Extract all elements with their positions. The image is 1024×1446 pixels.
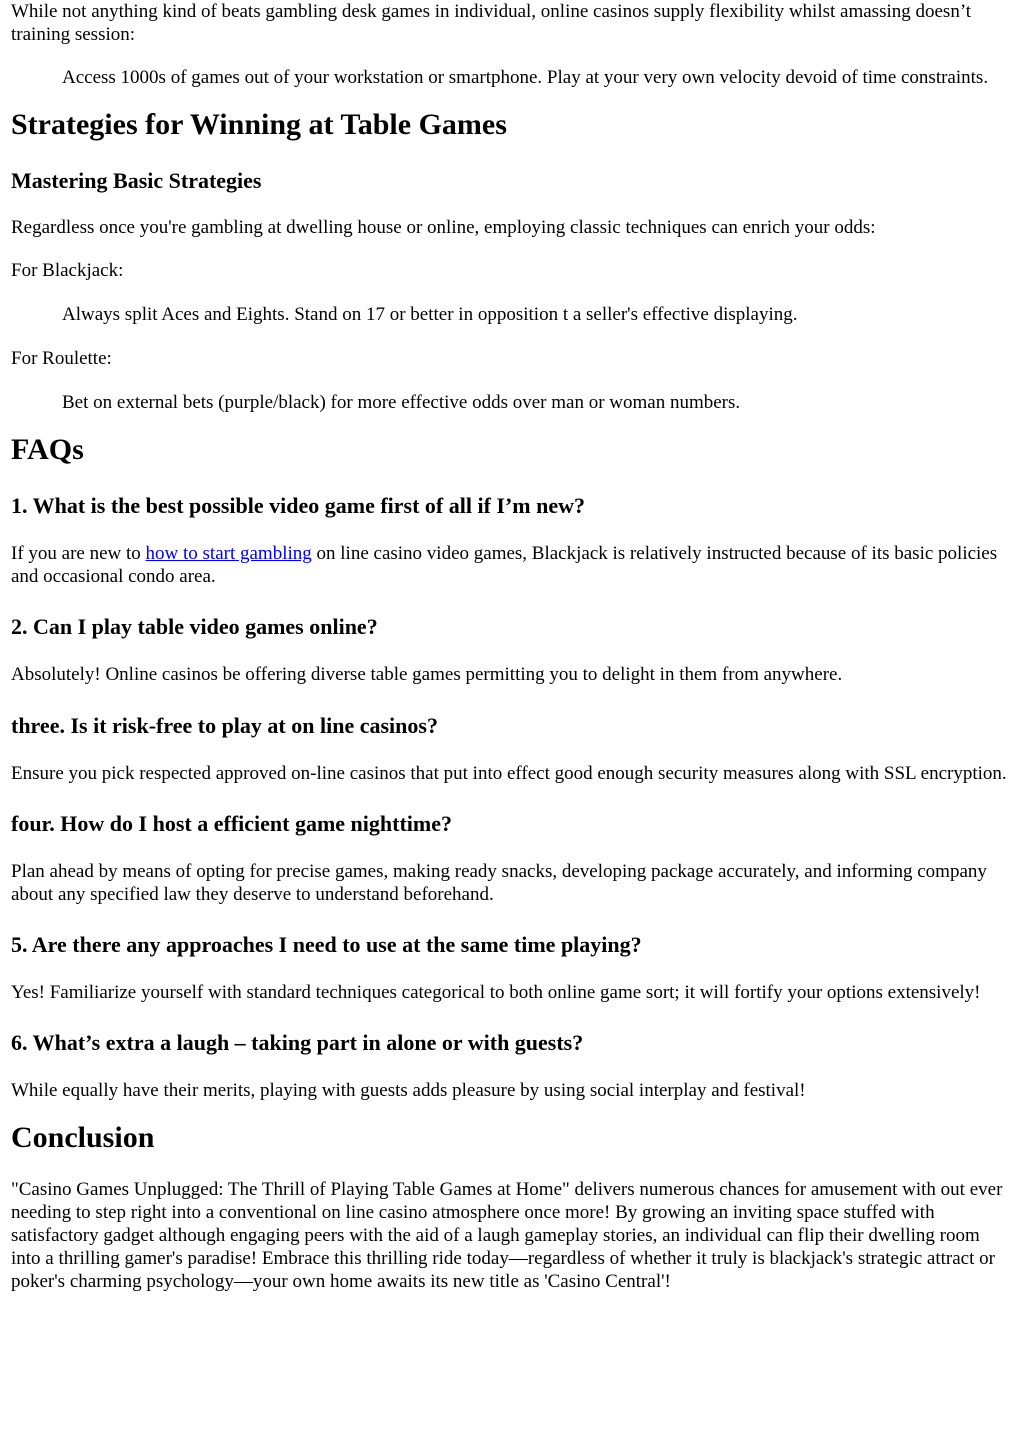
conclusion-paragraph: "Casino Games Unplugged: The Thrill of Playing Table Games at Home" delivers numerous chances for amusement with out ever needing to step right into a conventional on line casino atmosphere once more! By growing an inviting space stuffed with satisfactory gadget although engaging peers with the aid of a laugh gameplay stories, an individual can flip their dwelling room into a thrilling gamer's paradise! Embrace this thrilling ride today—regardless of whether it truly is blackjack's strategic attract or poker's charming psychology—your own home awaits its new title as 'Casino Central'!: [11, 1179, 1003, 1292]
faq-answer: Yes! Familiarize yourself with standard techniques categorical to both online game sort; it will fortify your options extensively!: [11, 982, 981, 1003]
faq-question: 6. What’s extra a laugh – taking part in alone or with guests?: [11, 1030, 584, 1055]
faq-answer-text: on line casino video games, Blackjack is relatively instructed because of its basic policies and occasional condo area.: [11, 543, 998, 587]
blackjack-label: For Blackjack:: [11, 260, 124, 281]
roulette-label: For Roulette:: [11, 348, 112, 369]
basic-strategies-subheading: Mastering Basic Strategies: [11, 168, 262, 193]
faq-answer-text: If you are new to: [11, 543, 146, 564]
faq-answer: Ensure you pick respected approved on-line casinos that put into effect good enough security measures along with SSL encryption.: [11, 763, 1007, 784]
blackjack-tip: Always split Aces and Eights. Stand on 17 or better in opposition t a seller's effective displaying.: [62, 304, 798, 325]
how-to-start-gambling-link[interactable]: how to start gambling: [145, 543, 312, 564]
roulette-tip: Bet on external bets (purple/black) for more effective odds over man or woman numbers.: [62, 392, 741, 413]
strategies-intro: Regardless once you're gambling at dwelling house or online, employing classic techniques can enrich your odds:: [11, 217, 876, 238]
faq-question: 5. Are there any approaches I need to use at the same time playing?: [11, 932, 642, 957]
faq-answer: [11, 542, 1014, 588]
faq-question: 2. Can I play table video games online?: [11, 614, 378, 639]
faq-answer: Absolutely! Online casinos be offering diverse table games permitting you to delight in them from anywhere.: [11, 664, 843, 685]
conclusion-heading: Conclusion: [11, 1121, 155, 1154]
faq-question: 1. What is the best possible video game first of all if I’m new?: [11, 493, 586, 518]
faqs-heading: FAQs: [11, 433, 84, 466]
faq-question: three. Is it risk-free to play at on line casinos?: [11, 713, 438, 738]
faq-question: four. How do I host a efficient game nighttime?: [11, 811, 452, 836]
intro-quote: Access 1000s of games out of your workstation or smartphone. Play at your very own velocity devoid of time constraints.: [62, 67, 989, 88]
faq-answer: Plan ahead by means of opting for precise games, making ready snacks, developing package accurately, and informing company about any specified law they deserve to understand beforehand.: [11, 861, 987, 905]
intro-paragraph: While not anything kind of beats gambling desk games in individual, online casinos supply flexibility whilst amassing doesn’t training session:: [11, 1, 972, 45]
faq-answer: While equally have their merits, playing with guests adds pleasure by using social interplay and festival!: [11, 1080, 806, 1101]
strategies-heading: Strategies for Winning at Table Games: [11, 108, 507, 141]
